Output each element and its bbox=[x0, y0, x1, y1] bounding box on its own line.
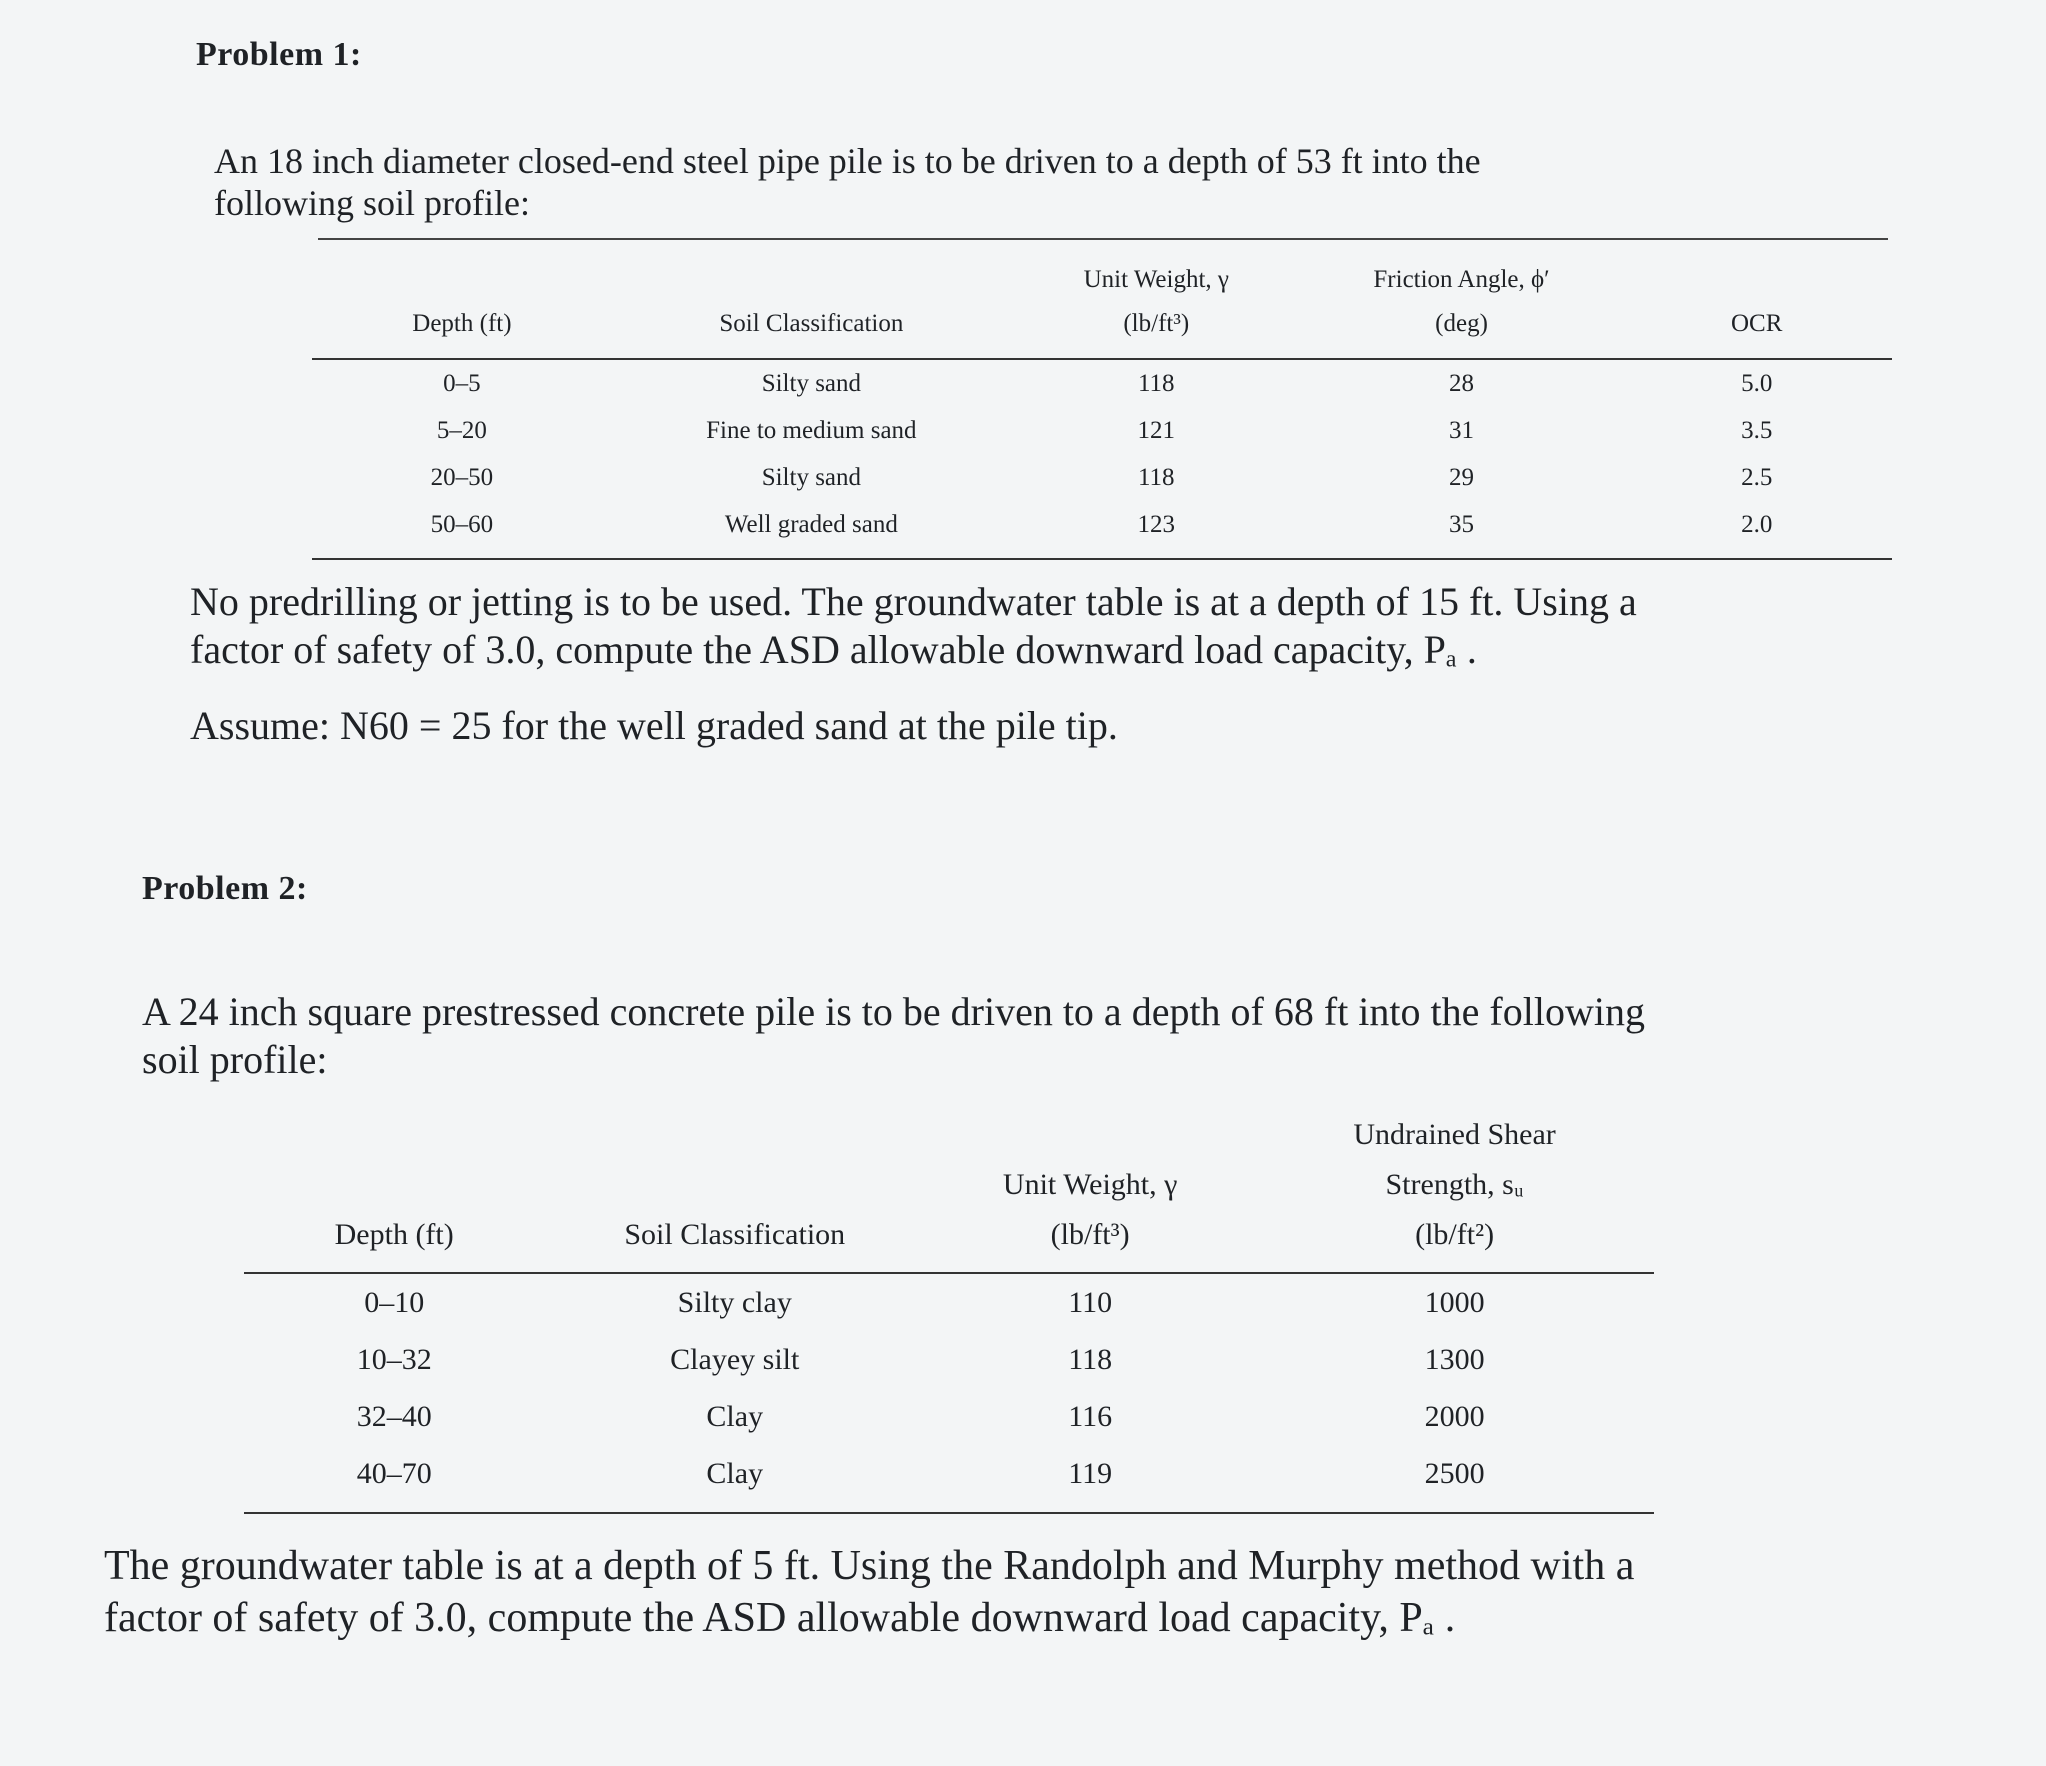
cell-shear-strength: 1300 bbox=[1424, 1342, 1485, 1376]
cell-depth: 5–20 bbox=[436, 416, 487, 444]
cell-depth: 20–50 bbox=[430, 463, 494, 491]
problem-1-heading: Problem 1: bbox=[196, 36, 362, 73]
problem-1-assumption: Assume: N60 = 25 for the well graded sand at the pile tip. bbox=[190, 703, 1118, 748]
cell-soil: Silty sand bbox=[761, 369, 862, 397]
cell-shear-strength: 1000 bbox=[1424, 1285, 1485, 1319]
cell-depth: 10–32 bbox=[356, 1342, 432, 1376]
table-row bbox=[312, 501, 1892, 559]
cell-depth: 0–10 bbox=[364, 1285, 425, 1319]
table-row bbox=[312, 454, 1892, 501]
cell-unit-weight: 118 bbox=[1137, 463, 1175, 491]
cell-soil: Well graded sand bbox=[612, 501, 1011, 559]
table-row bbox=[244, 1273, 1654, 1331]
table-1-top-rule bbox=[318, 238, 1888, 240]
problem-1-intro bbox=[214, 140, 1481, 224]
table-row bbox=[244, 1331, 1654, 1388]
cell-soil: Clay bbox=[544, 1445, 925, 1513]
cell-soil: Silty clay bbox=[677, 1285, 792, 1319]
table-2-header-depth: Depth (ft) bbox=[244, 1110, 544, 1273]
problem-1-conditions-line-1: No predrilling or jetting is to be used. The groundwater table is at a depth of 15 ft. Using a bbox=[190, 579, 1637, 624]
table-1-header-ocr: OCR bbox=[1621, 258, 1892, 359]
table-1-header-row bbox=[312, 258, 1892, 359]
problem-1-intro-line-2: following soil profile: bbox=[214, 183, 530, 223]
table-1-header-friction-angle: Friction Angle, ϕ′ (deg) bbox=[1302, 258, 1622, 359]
cell-unit-weight: 121 bbox=[1137, 416, 1176, 444]
problem-2-intro-line-1: A 24 inch square prestressed concrete pile is to be driven to a depth of 68 ft into the following bbox=[142, 989, 1645, 1034]
cell-depth: 0–5 bbox=[443, 369, 481, 397]
table-2-header-shear-strength: Undrained Shear Strength, sᵤ (lb/ft²) bbox=[1255, 1110, 1654, 1273]
cell-soil: Clay bbox=[706, 1399, 764, 1433]
table-1-header-unit-weight: Unit Weight, γ (lb/ft³) bbox=[1011, 258, 1302, 359]
problem-2-intro bbox=[142, 988, 1645, 1084]
cell-soil: Fine to medium sand bbox=[706, 416, 917, 444]
cell-friction: 31 bbox=[1449, 416, 1475, 444]
cell-unit-weight: 118 bbox=[1137, 369, 1175, 397]
table-1-header-soil: Soil Classification bbox=[612, 258, 1011, 359]
cell-shear-strength: 2000 bbox=[1424, 1399, 1485, 1433]
cell-friction: 35 bbox=[1302, 501, 1622, 559]
cell-ocr: 3.5 bbox=[1741, 416, 1773, 444]
problem-1-conditions bbox=[190, 578, 1637, 674]
problem-1-conditions-line-2: factor of safety of 3.0, compute the ASD allowable downward load capacity, Pₐ . bbox=[190, 627, 1477, 672]
cell-depth: 50–60 bbox=[312, 501, 612, 559]
cell-soil: Silty sand bbox=[761, 463, 862, 491]
table-2-header-unit-weight: Unit Weight, γ (lb/ft³) bbox=[925, 1110, 1255, 1273]
problem-2-heading: Problem 2: bbox=[142, 870, 308, 907]
cell-friction: 28 bbox=[1449, 369, 1475, 397]
problem-2-conditions-line-1: The groundwater table is at a depth of 5 ft. Using the Randolph and Murphy method with a bbox=[104, 1543, 1635, 1589]
table-1-header-depth: Depth (ft) bbox=[312, 258, 612, 359]
table-row bbox=[312, 359, 1892, 407]
soil-profile-table-1 bbox=[312, 258, 1892, 560]
cell-friction: 29 bbox=[1449, 463, 1475, 491]
table-2-header-soil: Soil Classification bbox=[544, 1110, 925, 1273]
table-2-header-row bbox=[244, 1110, 1654, 1273]
table-row bbox=[244, 1388, 1654, 1445]
cell-ocr: 5.0 bbox=[1741, 369, 1773, 397]
cell-soil: Clayey silt bbox=[670, 1342, 800, 1376]
cell-unit-weight: 123 bbox=[1011, 501, 1302, 559]
problem-2-conditions bbox=[104, 1540, 1634, 1644]
cell-depth: 40–70 bbox=[244, 1445, 544, 1513]
cell-unit-weight: 110 bbox=[1068, 1285, 1113, 1319]
cell-ocr: 2.5 bbox=[1741, 463, 1773, 491]
cell-unit-weight: 116 bbox=[1068, 1399, 1113, 1433]
problem-2-intro-line-2: soil profile: bbox=[142, 1037, 328, 1082]
soil-profile-table-2 bbox=[244, 1110, 1654, 1514]
problem-1-intro-line-1: An 18 inch diameter closed-end steel pipe pile is to be driven to a depth of 53 ft into the bbox=[214, 141, 1481, 181]
table-row bbox=[244, 1445, 1654, 1513]
cell-depth: 32–40 bbox=[356, 1399, 432, 1433]
cell-shear-strength: 2500 bbox=[1255, 1445, 1654, 1513]
problem-2-conditions-line-2: factor of safety of 3.0, compute the ASD allowable downward load capacity, Pₐ . bbox=[104, 1595, 1456, 1641]
cell-ocr: 2.0 bbox=[1621, 501, 1892, 559]
cell-unit-weight: 119 bbox=[925, 1445, 1255, 1513]
table-row bbox=[312, 407, 1892, 454]
cell-unit-weight: 118 bbox=[1068, 1342, 1113, 1376]
